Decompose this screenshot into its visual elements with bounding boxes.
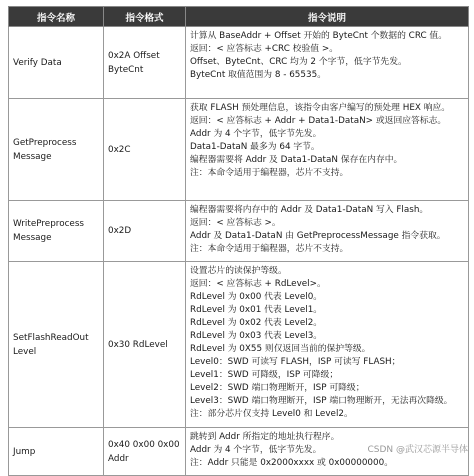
description-line: Addr 为 4 个字节，低字节先发。 xyxy=(190,445,322,455)
description-line: 返回：< 应答标志 +CRC 校验值 >。 xyxy=(190,44,339,54)
description-line: 返回：< 应答标志 + Addr + Data1-DataN> 或返回应答标志。 xyxy=(190,116,447,126)
description-line: 注：本命令适用于编程器，芯片不支持。 xyxy=(190,168,349,178)
table-row xyxy=(9,262,469,428)
description-line: 注：Addr 只能是 0x2000xxxx 或 0x00000000。 xyxy=(190,458,394,468)
description-line: Data1-DataN 最多为 64 字节。 xyxy=(190,142,320,152)
description-line: Level3：SWD 端口物理断开，ISP 端口物理断开，无法再次降级。 xyxy=(190,396,453,406)
description-line: 跳转到 Addr 所指定的地址执行程序。 xyxy=(190,432,340,442)
table-row xyxy=(9,27,469,99)
description-line: RdLevel 为 0x01 代表 Level1。 xyxy=(190,305,323,315)
description-line: Level1：SWD 可降级，ISP 可降级； xyxy=(190,370,339,380)
watermark: CSDN @武汉芯源半导体 xyxy=(367,445,468,455)
command-name: GetPreprocess Message xyxy=(9,99,104,201)
command-name: Jump xyxy=(9,428,104,476)
description-line: 计算从 BaseAddr + Offset 开始的 ByteCnt 个数据的 CRC 值。 xyxy=(190,31,448,41)
command-name: SetFlashReadOut Level xyxy=(9,262,104,428)
description-line: Level2：SWD 端口物理断开，ISP 可降级； xyxy=(190,383,365,393)
description-line: Level0：SWD 可读写 FLASH，ISP 可读写 FLASH； xyxy=(190,357,401,367)
header-command-format: 指令格式 xyxy=(104,7,186,27)
description-line: 注：部分芯片仅支持 Level0 和 Level2。 xyxy=(190,409,353,419)
command-format: 0x30 RdLevel xyxy=(104,262,186,428)
description-line: ByteCnt 取值范围为 8 - 65535。 xyxy=(190,70,326,80)
command-description xyxy=(186,201,469,262)
description-line: 编程器需要将内存中的 Addr 及 Data1-DataN 写入 Flash。 xyxy=(190,205,429,215)
command-description xyxy=(186,262,469,428)
command-description xyxy=(186,99,469,201)
description-line: Addr 为 4 个字节，低字节先发。 xyxy=(190,129,322,139)
description-line: 返回：< 应答标志 + RdLevel>。 xyxy=(190,279,326,289)
description-line: 设置芯片的读保护等级。 xyxy=(190,266,287,276)
description-line: 编程器需要将 Addr 及 Data1-DataN 保存在内存中。 xyxy=(190,155,403,165)
description-line: RdLevel 为 0x02 代表 Level2。 xyxy=(190,318,323,328)
command-name: Verify Data xyxy=(9,27,104,99)
description-line: 注：本命令适用于编程器，芯片不支持。 xyxy=(190,244,349,254)
command-table xyxy=(8,6,469,476)
command-name: WritePreprocess Message xyxy=(9,201,104,262)
description-line: Addr 及 Data1-DataN 由 GetPreprocessMessage 指令获取。 xyxy=(190,231,446,241)
description-line: Offset、ByteCnt、CRC 均为 2 个字节，低字节先发。 xyxy=(190,57,407,67)
command-format: 0x2D xyxy=(104,201,186,262)
table-row xyxy=(9,99,469,201)
command-format: 0x2C xyxy=(104,99,186,201)
header-command-name: 指令名称 xyxy=(9,7,104,27)
table-row xyxy=(9,201,469,262)
description-line: RdLevel 为 0X55 则仅返回当前的保护等级。 xyxy=(190,344,371,354)
command-format: 0x2A Offset ByteCnt xyxy=(104,27,186,99)
command-description xyxy=(186,27,469,99)
description-line: 获取 FLASH 预处理信息，该指令由客户编写的预处理 HEX 响应。 xyxy=(190,103,451,113)
command-format: 0x40 0x00 0x00 Addr xyxy=(104,428,186,476)
description-line: 返回：< 应答标志 >。 xyxy=(190,218,281,228)
description-line: RdLevel 为 0x00 代表 Level0。 xyxy=(190,292,323,302)
description-line: RdLevel 为 0x03 代表 Level3。 xyxy=(190,331,323,341)
table-header-row xyxy=(9,7,469,27)
header-command-description: 指令说明 xyxy=(186,7,469,27)
